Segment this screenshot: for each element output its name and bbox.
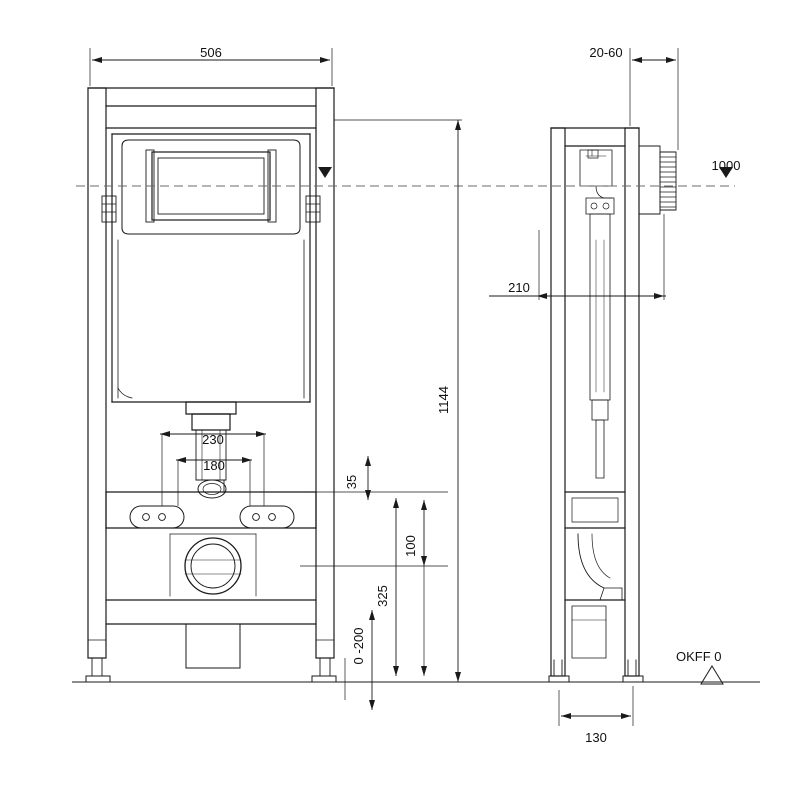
left-bracket [102, 196, 116, 222]
soil-pipe-housing [106, 528, 316, 600]
label-20-60: 20-60 [589, 45, 623, 60]
label-130: 130 [585, 730, 607, 745]
label-180: 180 [203, 458, 225, 473]
lower-center-bracket [186, 624, 240, 668]
flush-outlet [198, 480, 226, 498]
actuator-plate-hatched [660, 152, 676, 210]
front-right-foot [312, 676, 336, 682]
label-325: 325 [375, 585, 390, 607]
side-cistern-top [580, 150, 612, 186]
side-rear-foot [623, 676, 643, 682]
right-bolt-plate [240, 506, 294, 528]
side-front-foot [549, 676, 569, 682]
label-okff: OKFF 0 [676, 649, 722, 664]
bolt-hole-left-inner [159, 514, 166, 521]
side-rear-upright [625, 128, 639, 676]
label-100: 100 [403, 535, 418, 557]
flush-connector [186, 402, 236, 414]
side-valve-block [586, 198, 614, 214]
label-210: 210 [508, 280, 530, 295]
side-bend-inner [592, 534, 610, 578]
label-506: 506 [200, 45, 222, 60]
bolt-hole-left-outer [143, 514, 150, 521]
side-front-upright [551, 128, 565, 676]
side-flush-pipe [596, 420, 604, 478]
actuator-plate [639, 146, 660, 214]
front-left-foot [86, 676, 110, 682]
okff-triangle [701, 666, 723, 684]
label-1144: 1144 [436, 386, 451, 414]
bolt-hole-right-inner [253, 514, 260, 521]
side-lower-box [572, 606, 606, 658]
right-bracket [306, 196, 320, 222]
soil-pipe-outer [185, 538, 241, 594]
label-1000: 1000 [711, 158, 741, 173]
bolt-hole-right-outer [269, 514, 276, 521]
label-35: 35 [344, 474, 359, 490]
label-230: 230 [202, 432, 224, 447]
front-left-upright [88, 88, 106, 658]
left-bolt-plate [130, 506, 184, 528]
side-cistern-body [590, 214, 610, 400]
soil-pipe-inner [191, 544, 235, 588]
label-0-200: 0 -200 [351, 627, 366, 665]
side-bend-outer [578, 534, 604, 588]
marker-front-center [318, 167, 332, 178]
